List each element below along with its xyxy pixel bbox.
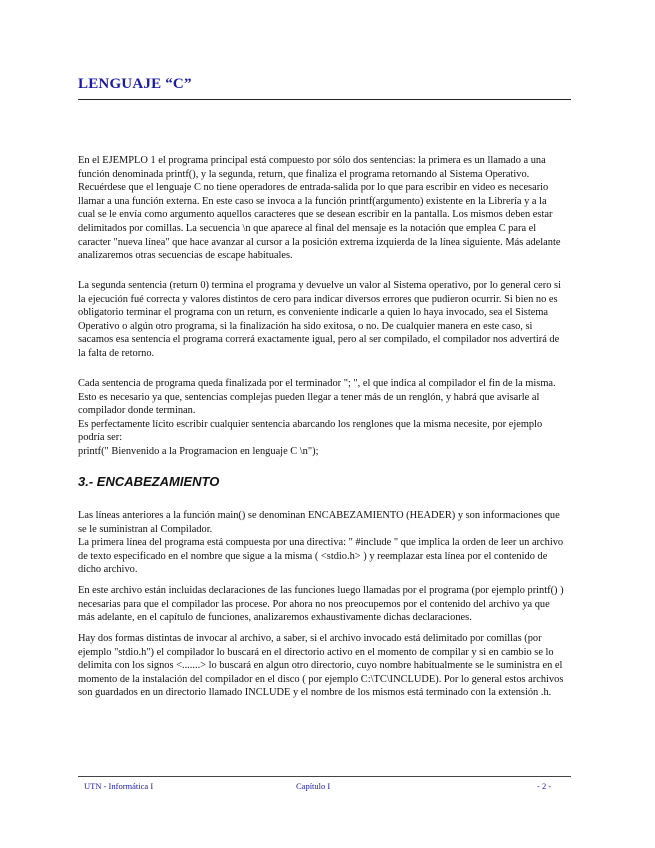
text-line: caracter "nueva línea" que hace avanzar al cursor a la posición extrema izquierda de la línea siguiente. Más adelante bbox=[78, 236, 561, 248]
text-line: obligatorio terminar el programa con un return, es conveniente indicarle a quien lo haya invocado, sea el Sistema bbox=[78, 307, 549, 319]
text-line: analizaremos otras secuencias de escape habituales. bbox=[78, 250, 293, 262]
text-line: Hay dos formas distintas de invocar al archivo, a saber, si el archivo invocado está delimitado por comillas (por bbox=[78, 633, 542, 644]
text-line: Recuérdese que el lenguaje C no tiene operadores de entrada-salida por lo que para escribir en video es necesario bbox=[78, 182, 549, 194]
text-line: Cada sentencia de programa queda finalizada por el terminador "; ", el que indica al compilador el fin de la misma. bbox=[78, 378, 556, 389]
section-paragraph-2 bbox=[78, 584, 578, 625]
text-line: La segunda sentencia (return 0) termina el programa y devuelve un valor al Sistema operativo, por lo general cero si bbox=[78, 280, 561, 291]
text-line: podría ser: bbox=[78, 432, 123, 444]
text-line: Las líneas anteriores a la función main() se denominan ENCABEZAMIENTO (HEADER) y son informaciones que bbox=[78, 510, 560, 521]
text-line: delimita con los signos <.......> lo buscará en algun otro directorio, cuyo nombre habitualmente se le suministra en el bbox=[78, 660, 563, 672]
footer-center: Capítulo I bbox=[296, 781, 331, 791]
text-line: En el EJEMPLO 1 el programa principal está compuesto por sólo dos sentencias: la primera es un llamado a una bbox=[78, 155, 546, 166]
text-line: necesarias para que el compilador las procese. Por ahora no nos preocupemos por el contenido del archivo ya que bbox=[78, 598, 550, 610]
intro-paragraph-3 bbox=[78, 377, 578, 459]
text-line: En este archivo están incluidas declaraciones de las funciones luego llamadas por el programa (por ejemplo printf() ) bbox=[78, 585, 564, 596]
footer-divider bbox=[78, 776, 571, 777]
text-line: función denominada printf(), y la segunda, return, que finaliza el programa retornando al Sistema Operativo. bbox=[78, 168, 530, 180]
intro-paragraph-2 bbox=[78, 279, 578, 361]
text-line: son guardados en un directorio llamado INCLUDE y el nombre de los mismos está terminado con la extensión .h. bbox=[78, 687, 552, 699]
text-line: llamar a una función externa. En este caso se invoca a la función printf(argumento) existente en la Librería y a la bbox=[78, 195, 547, 207]
text-line: se le suministran al Compilador. bbox=[78, 523, 213, 535]
text-line: sacamos esa sentencia el programa correrá exactamente igual, pero al ser compilado, el compilador nos advertirá de bbox=[78, 334, 560, 346]
text-line: Es perfectamente lícito escribir cualquier sentencia abarcando los renglones que la misma necesite, por ejemplo bbox=[78, 418, 543, 430]
section-paragraph-1 bbox=[78, 509, 578, 577]
footer-page-number: - 2 - bbox=[537, 781, 552, 791]
code-line: printf(" Bienvenido a la Programacion en lenguaje C \n"); bbox=[78, 445, 319, 457]
text-line: delimitados por comillas. La secuencia \n que aparece al final del mensaje es la notación que emplea C para el bbox=[78, 222, 537, 234]
text-line: la ejecución fué correcta y valores distintos de cero para indicar diversos errores que pudieron ocurrir. Si bien no es bbox=[78, 293, 558, 305]
section-paragraph-3 bbox=[78, 632, 578, 700]
title-divider bbox=[78, 99, 571, 100]
section-heading: 3.- ENCABEZAMIENTO bbox=[78, 474, 220, 489]
text-line: dicho archivo. bbox=[78, 564, 138, 576]
page-title: LENGUAJE “C” bbox=[78, 76, 192, 92]
text-line: momento de la instalación del compilador en el disco ( por ejemplo C:\TC\INCLUDE). Por lo general estos archivos bbox=[78, 673, 564, 685]
text-line: compilador donde terminan. bbox=[78, 405, 196, 417]
text-line: La primera línea del programa está compuesta por una directiva: " #include " que implica la orden de leer un archivo bbox=[78, 537, 564, 549]
text-line: más adelante, en el capítulo de funciones, analizaremos exhaustivamente dichas declaraciones. bbox=[78, 612, 472, 624]
intro-paragraph-1 bbox=[78, 154, 578, 263]
text-line: Esto es necesario ya que, sentencias complejas pueden llegar a tener más de un renglón, y habrá que avisarle al bbox=[78, 391, 540, 403]
text-line: ejemplo "stdio.h") el compilador lo buscará en el directorio activo en el momento de compilar y si en cambio se lo bbox=[78, 646, 554, 658]
footer-left: UTN - Informática I bbox=[84, 781, 154, 791]
text-line: la falta de retorno. bbox=[78, 347, 155, 359]
text-line: Operativo o algún otro programa, si la finalización ha sido exitosa, o no. De cualquier manera en este caso, si bbox=[78, 320, 533, 332]
text-line: de texto especificado en el nombre que sigue a la misma ( <stdio.h> ) y reemplazar esta línea por el contenido de bbox=[78, 550, 548, 562]
text-line: cual se le envía como argumento aquellos caracteres que se desean escribir en la pantalla. Los mismos deben estar bbox=[78, 209, 553, 221]
